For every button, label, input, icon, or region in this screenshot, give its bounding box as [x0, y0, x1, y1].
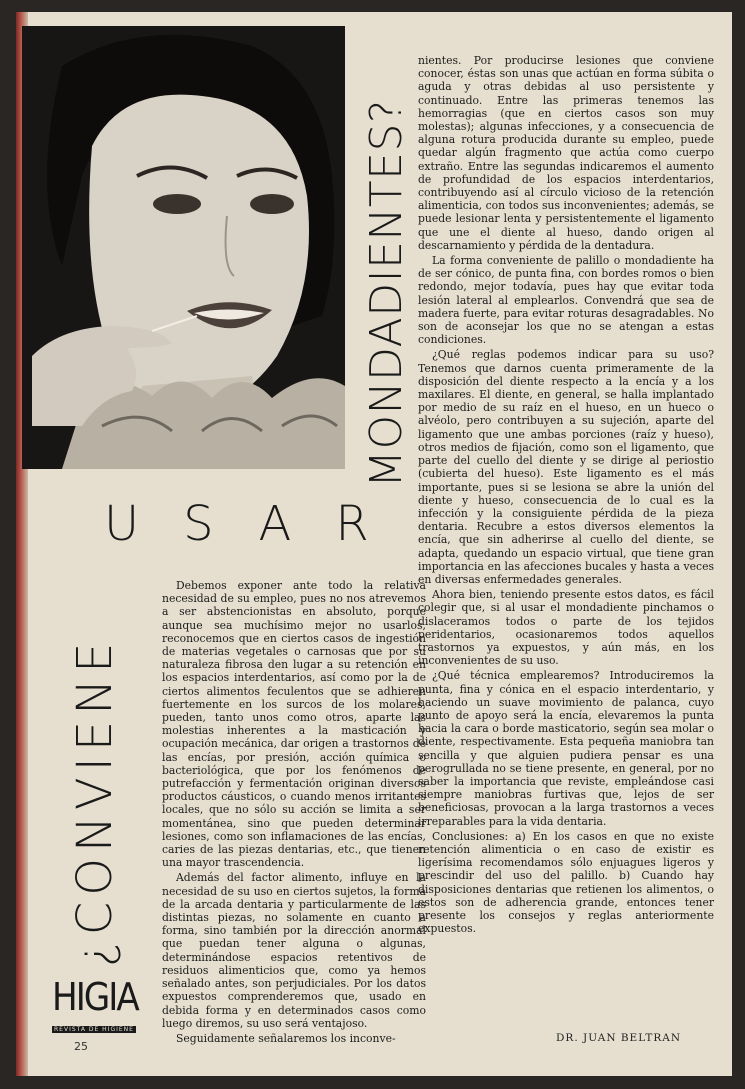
headline-side-word: ¿CONVIENE	[67, 636, 123, 967]
headline-vertical-word: MONDADIENTES?	[361, 99, 412, 488]
headline-mondadientes	[357, 32, 417, 492]
higia-logo	[52, 975, 138, 1033]
paragraph: Conclusiones: a) En los casos en que no existe retención alimenticia o en caso de existir es ligerísima recomendamos sólo enjuagues ligeros y prescindir del uso del palillo. b) Cuando hay disposiciones dentarias que retienen los alimentos, o estos son de adherencia grande, entonces tener presente los consejos y reglas anteriormente expuestos.	[418, 829, 714, 936]
logo-word: HIGIA	[52, 975, 138, 1019]
paragraph: Debemos exponer ante todo la relativa necesidad de su empleo, pues no nos atrevemos a ser abstencionistas en absoluto, porque aunque sea muchísimo mejor no usarlos, reconocemos que en ciertos casos de ingestión de materias vegetales o carnosas que por su naturaleza fibrosa den lugar a su retención en los espacios interdentarios, así como por la de ciertos alimentos feculentos que se adhieren fuertemente en los surcos de los molares, pueden, tanto unos como otros, aparte las molestias inherentes a la masticación y ocupación mecánica, dar origen a trastornos de las encías, por presión, acción química o bacteriológica, que por los fenómenos de putrefacción y fermentación originan diversos productos cáusticos, o cuando menos irritantes locales, que no sólo su acción se limita a ser momentánea, sino que pueden determinar lesiones, como son inflamaciones de las encías, caries de las piezas dentarias, etc., que tienen una mayor trascendencia.	[162, 579, 426, 870]
paragraph: ¿Qué técnica emplearemos? Introduciremos la punta, fina y cónica en el espacio interdentario, y haciendo un suave movimiento de palanca, cuyo punto de apoyo será la encía, elevaremos la punta hacia la cara o borde masticatorio, según sea molar o diente, respectivamente. Esta pequeña maniobra tan sencilla y que alguien pudiera pensar es una perogrullada no se tiene presente, en general, por no saber la importancia que reviste, empleándose casi siempre maniobras furtivas que, lejos de ser beneficiosas, provocan a la larga trastornos a veces irreparables para la vida dentaria.	[418, 669, 714, 828]
woman-portrait-photo	[22, 26, 345, 469]
headline-conviene	[61, 512, 131, 972]
magazine-page	[16, 12, 732, 1076]
paragraph: ¿Qué reglas podemos indicar para su uso? Tenemos que darnos cuenta primeramente de la disposición del diente respecto a la encía y a los maxilares. El diente, en general, se halla implantado por medio de su raíz en el hueso, en un hueco o alvéolo, pero contribuyen a su sujeción, aparte del ligamento que une ambas porciones (raíz y hueso), otros medios de fijación, como son el ligamento, que parte del cuello del diente y se dirige al periostio (cubierta del hueso). Este ligamento es el más importante, pues si se lesiona se abre la unión del diente y hueso, consecuencia de lo cual es la infección y la consiguiente pérdida de la pieza dentaria. Recubre a estos diversos elementos la encía, que sin adherirse al cuello del diente, se adapta, quedando un espacio virtual, que tiene gran importancia en las afecciones bucales y hasta a veces en diversas enfermedades generales.	[418, 348, 714, 586]
paragraph: Seguidamente señalaremos los inconve-	[176, 1031, 396, 1045]
headline-usar	[104, 490, 413, 552]
author-signature: DR. JUAN BELTRAN	[556, 1032, 682, 1044]
paragraph: Además del factor alimento, influye en la necesidad de su uso en ciertos sujetos, la forma de la arcada dentaria y particularmente de las distintas piezas, no solamente en cuanto a forma, sino también por la dirección anormal que puedan tener alguna o algunas, determinándose espacios retentivos de residuos alimenticios que, como ya hemos señalado antes, son perjudiciales. Por los datos expuestos comprenderemos que, usado en debida forma y en determinados casos como luego diremos, su uso será ventajoso.	[162, 871, 426, 1030]
headline-horizontal-word: USAR	[104, 496, 413, 552]
paragraph: La forma conveniente de palillo o mondadiente ha de ser cónico, de punta fina, con bordes romos o bien redondo, mejor todavía, pues hay que evitar toda lesión lateral al emplearlos. Convendrá que sea de madera fuerte, para evitar roturas desagradables. No son de aconsejar los que no se atengan a estas condiciones.	[418, 254, 714, 347]
paragraph: Ahora bien, teniendo presente estos datos, es fácil colegir que, si al usar el mondadiente pinchamos o dislaceramos todos o parte de los tejidos peridentarios, ocasionaremos todos aquellos trastornos ya expuestos, y aún más, en los inconvenientes de su uso.	[418, 588, 714, 668]
paragraph: nientes. Por producirse lesiones que conviene conocer, éstas son unas que actúan en forma súbita o aguda y otras debidas al uso persistente y continuado. Entre las primeras tenemos las hemorragias (que en ciertos casos son muy molestas); algunas infecciones, y a consecuencia de alguna rotura producida durante su empleo, puede quedar algún fragmento que actúa como cuerpo extraño. Entre las segundas indicaremos el aumento de profundidad de los espacios interdentarios, contribuyendo así al círculo vicioso de la retención alimenticia, con todos sus inconvenientes; además, se puede lesionar lenta y persistentemente el ligamento que une el diente al hueso, dando origen al descarnamiento y pérdida de la dentadura.	[418, 54, 714, 252]
article-column-2	[418, 54, 714, 1032]
article-column-1	[162, 579, 426, 1049]
logo-tagline: REVISTA DE HIGIENE	[54, 1026, 134, 1033]
page-number: 25	[74, 1040, 88, 1053]
